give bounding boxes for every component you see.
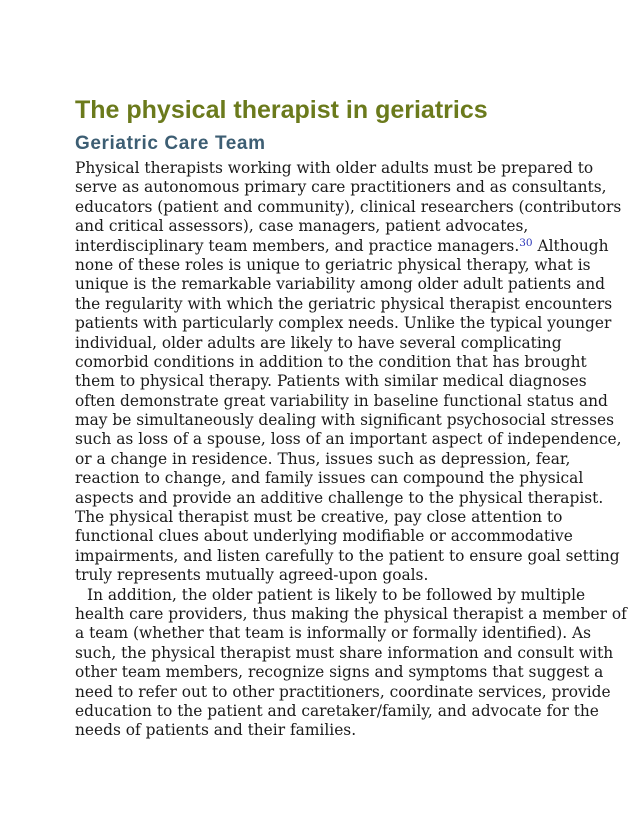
text-line: educators (patient and community), clinical researchers (contributors — [75, 197, 622, 216]
footnote-reference-link[interactable]: 30 — [519, 236, 533, 249]
text-line: The physical therapist must be creative, pay close attention to — [75, 508, 563, 527]
text-line: Physical therapists working with older adults must be prepared to — [75, 159, 594, 177]
text-line: unique is the remarkable variability among older adult patients and — [75, 275, 606, 294]
text-line: comorbid conditions in addition to the condition that has brought — [75, 352, 587, 371]
section-subtitle: Geriatric Care Team — [75, 133, 266, 154]
paragraph-1 — [75, 159, 622, 586]
text-line: such as loss of a spouse, loss of an important aspect of independence, — [75, 430, 622, 449]
text-line: impairments, and listen carefully to the patient to ensure goal setting — [75, 546, 620, 565]
text-line: a team (whether that team is informally or formally identified). As — [75, 624, 592, 643]
page-title: The physical therapist in geriatrics — [75, 96, 488, 124]
text-line: them to physical therapy. Patients with similar medical diagnoses — [75, 372, 587, 391]
text-line: none of these roles is unique to geriatric physical therapy, what is — [75, 255, 591, 274]
text-segment: interdisciplinary team members, and practice managers. — [75, 236, 520, 255]
text-line: patients with particularly complex needs. Unlike the typical younger — [75, 314, 612, 333]
text-line: individual, older adults are likely to have several complicating — [75, 333, 562, 352]
text-line: health care providers, thus making the physical therapist a member of — [75, 604, 627, 623]
body-text — [75, 159, 627, 741]
text-line — [75, 236, 609, 256]
text-line: often demonstrate great variability in baseline functional status and — [75, 391, 608, 410]
text-line: may be simultaneously dealing with significant psychosocial stresses — [75, 411, 614, 430]
text-line: aspects and provide an additive challenge to the physical therapist. — [75, 488, 604, 507]
text-line: other team members, recognize signs and symptoms that suggest a — [75, 663, 604, 682]
text-line: the regularity with which the geriatric physical therapist encounters — [75, 294, 613, 313]
text-line: functional clues about underlying modifiable or accommodative — [75, 527, 573, 546]
paragraph-2 — [75, 585, 627, 741]
text-line: such, the physical therapist must share information and consult with — [75, 643, 614, 662]
text-line: or a change in residence. Thus, issues such as depression, fear, — [75, 449, 571, 468]
text-line: and critical assessors), case managers, patient advocates, — [75, 217, 529, 236]
text-line: reaction to change, and family issues can compound the physical — [75, 469, 584, 488]
text-line: truly represents mutually agreed-upon goals. — [75, 566, 429, 585]
text-line: need to refer out to other practitioners, coordinate services, provide — [75, 682, 611, 701]
text-line: needs of patients and their families. — [75, 721, 357, 740]
text-line: In addition, the older patient is likely to be followed by multiple — [87, 585, 586, 604]
text-segment: Although — [532, 236, 609, 255]
text-line: serve as autonomous primary care practitioners and as consultants, — [75, 178, 607, 197]
text-line: education to the patient and caretaker/family, and advocate for the — [75, 701, 599, 720]
